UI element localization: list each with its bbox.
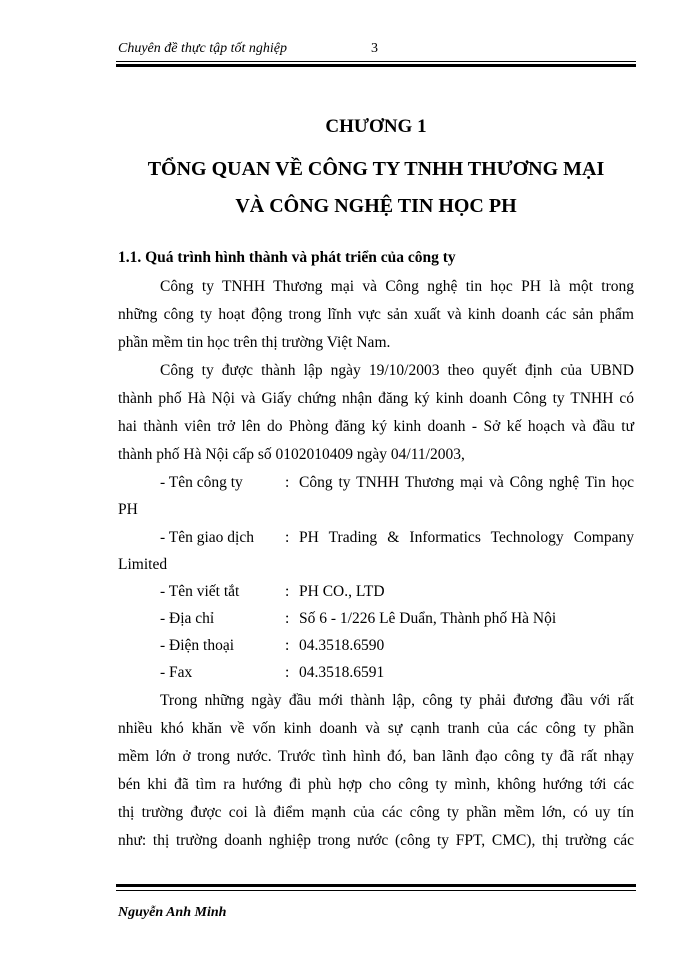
paragraph-2-line-4: thành phố Hà Nội cấp số 0102010409 ngày 04/11/2003, bbox=[118, 446, 465, 463]
phone-value: 04.3518.6590 bbox=[299, 637, 385, 654]
phone-label: - Điện thoại bbox=[160, 637, 235, 654]
running-header bbox=[118, 41, 638, 61]
paragraph-1-line-2: những công ty hoạt động trong lĩnh vực sản xuất và kinh doanh các sản phẩm bbox=[118, 306, 634, 323]
phone-colon: : bbox=[285, 637, 290, 654]
company-name-value: Công ty TNHH Thương mại và Công nghệ Tin học bbox=[299, 474, 634, 491]
paragraph-3-line-5: thị trường được coi là điểm mạnh của các công ty phần mềm lớn, có uy tín bbox=[118, 804, 634, 821]
paragraph-3-line-1: Trong những ngày đầu mới thành lập, công ty phải đương đầu với rất bbox=[160, 692, 634, 709]
footer-rule-thick bbox=[116, 884, 636, 887]
company-name-colon: : bbox=[285, 474, 290, 491]
short-name-label: - Tên viết tắt bbox=[160, 583, 240, 600]
page-number: 3 bbox=[371, 41, 378, 56]
company-name-continuation: PH bbox=[118, 501, 138, 518]
chapter-title-line-1: TỔNG QUAN VỀ CÔNG TY TNHH THƯƠNG MẠI bbox=[147, 158, 605, 180]
header-title: Chuyên đề thực tập tốt nghiệp bbox=[118, 41, 287, 56]
paragraph-3-line-3: mềm lớn ở trong nước. Trước tình hình đó, ban lãnh đạo công ty đã rất nhạy bbox=[118, 748, 634, 765]
paragraph-3-line-4: bén khi đã tìm ra hướng đi phù hợp cho công ty mình, không hướng tới các bbox=[118, 776, 634, 793]
trade-name-value: PH Trading & Informatics Technology Company bbox=[299, 529, 634, 546]
fax-colon: : bbox=[285, 664, 290, 681]
paragraph-1-line-3: phần mềm tin học trên thị trường Việt Nam. bbox=[118, 334, 391, 351]
short-name-value: PH CO., LTD bbox=[299, 583, 385, 600]
header-rule-thick bbox=[116, 64, 636, 67]
address-colon: : bbox=[285, 610, 290, 627]
trade-name-label: - Tên giao dịch bbox=[160, 529, 254, 546]
footer-author: Nguyễn Anh Minh bbox=[118, 905, 227, 920]
company-name-label: - Tên công ty bbox=[160, 474, 243, 491]
fax-label: - Fax bbox=[160, 664, 193, 681]
paragraph-3-line-2: nhiều khó khăn về vốn kinh doanh và sự cạnh tranh của các công ty phần bbox=[118, 720, 634, 737]
paragraph-3-line-6: như: thị trường doanh nghiệp trong nước (công ty FPT, CMC), thị trường các bbox=[118, 832, 634, 849]
address-label: - Địa chỉ bbox=[160, 610, 215, 627]
chapter-number: CHƯƠNG 1 bbox=[325, 116, 427, 137]
paragraph-2-line-3: hai thành viên trở lên do Phòng đăng ký kinh doanh - Sở kế hoạch và đầu tư bbox=[118, 418, 634, 435]
section-heading: 1.1. Quá trình hình thành và phát triển của công ty bbox=[118, 249, 456, 266]
trade-name-colon: : bbox=[285, 529, 290, 546]
short-name-colon: : bbox=[285, 583, 290, 600]
paragraph-2-line-1: Công ty được thành lập ngày 19/10/2003 theo quyết định của UBND bbox=[160, 362, 634, 379]
paragraph-1-line-1: Công ty TNHH Thương mại và Công nghệ tin học PH là một trong bbox=[160, 278, 634, 295]
fax-value: 04.3518.6591 bbox=[299, 664, 385, 681]
paragraph-2-line-2: thành phố Hà Nội và Giấy chứng nhận đăng ký kinh doanh Công ty TNHH có bbox=[118, 390, 634, 407]
header-rule-thin bbox=[116, 61, 636, 62]
footer-rule-thin bbox=[116, 890, 636, 891]
chapter-title-line-2: VÀ CÔNG NGHỆ TIN HỌC PH bbox=[235, 195, 517, 217]
address-value: Số 6 - 1/226 Lê Duẩn, Thành phố Hà Nội bbox=[299, 610, 557, 627]
trade-name-continuation: Limited bbox=[118, 556, 168, 573]
